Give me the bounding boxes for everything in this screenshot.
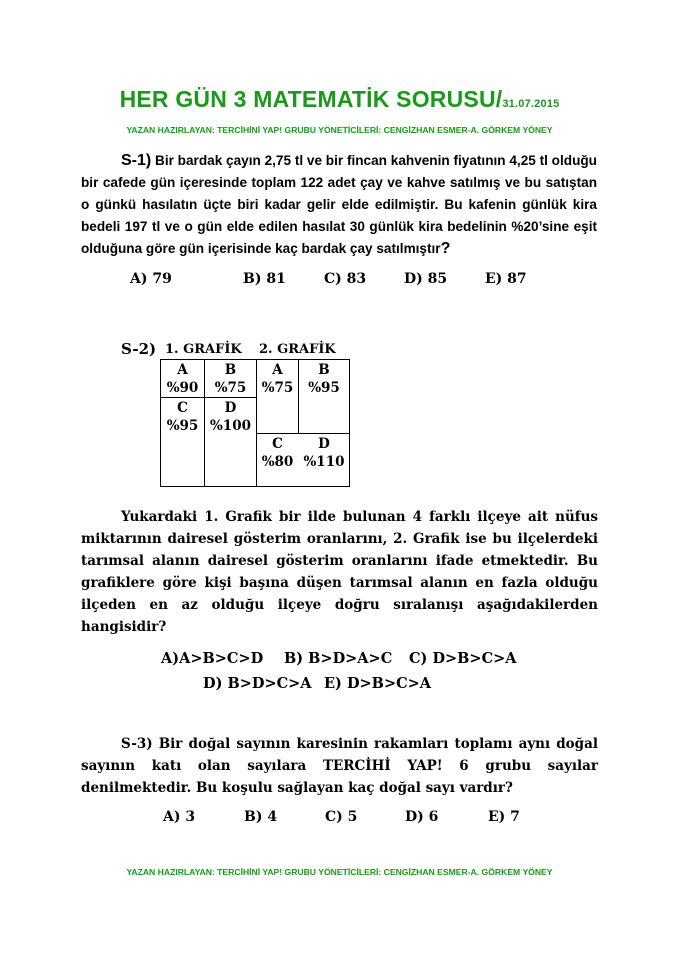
cell-name: A xyxy=(177,362,188,378)
graph-1-label: 1. GRAFİK xyxy=(165,342,242,357)
cell-value: %95 xyxy=(308,380,340,396)
cell-name: A xyxy=(272,362,283,378)
question-2-text xyxy=(81,506,598,638)
date: 31.07.2015 xyxy=(502,98,560,110)
option-a[interactable]: A) 3 xyxy=(163,809,196,825)
cell-name: C xyxy=(272,436,283,452)
graph-2-label: 2. GRAFİK xyxy=(259,342,336,357)
question-3-text-before: Bir doğal sayının karesinin rakamları toplamı aynı doğal sayının katı olan sayılara xyxy=(81,736,598,774)
divider xyxy=(161,397,256,398)
cell-value: %75 xyxy=(214,380,247,396)
option-c[interactable]: C) D>B>C>A xyxy=(409,650,517,667)
question-1-text: Bir bardak çayın 2,75 tl ve bir fincan kahvenin fiyatının 4,25 tl olduğu bir cafede gün içeresinde toplam 122 adet çay ve kahve satılmış ve bu satıştan o günkü hasılatın üçte biri kadar gelir elde edilmiştir. Bu kafenin günlük kira bedeli 197 tl ve o gün elde edilen hasılat 30 günlük kira bedelinin %20’sine eşit olduğuna göre gün içerisinde kaç bardak çay satılmıştır xyxy=(81,153,597,256)
page-title xyxy=(0,86,679,113)
cell-value: %75 xyxy=(261,380,294,396)
option-b[interactable]: B) 81 xyxy=(243,271,286,287)
question-2-number: S-2) xyxy=(121,340,157,358)
graph2-cell-a xyxy=(257,361,298,397)
option-b[interactable]: B) 4 xyxy=(244,809,278,825)
cell-value: %90 xyxy=(166,380,199,396)
divider xyxy=(256,433,349,434)
question-2-body: Yukardaki 1. Grafik bir ilde bulunan 4 farklı ilçeye ait nüfus miktarının dairesel gösterim oranlarını, 2. Grafik ise bu ilçelerdeki tarımsal alanın dairesel gösterim oranlarını ifade etmektedir. Bu grafiklere göre kişi başına düşen tarımsal alanın en fazla olduğu ilçeden en az olduğu ilçeye doğru sıralanışı aşağıdakilerden hangisidir? xyxy=(81,509,598,635)
graph2-cell-b xyxy=(299,361,349,397)
option-a[interactable]: A) 79 xyxy=(130,271,172,287)
question-1-number: S-1) xyxy=(121,152,152,169)
header-credit: YAZAN HAZIRLAYAN: TERCİHİNİ YAP! GRUBU YÖNETİCİLERİ: CENGİZHAN ESMER-A. GÖRKEM YÖNEY xyxy=(126,125,553,135)
graph1-cell-d xyxy=(205,399,256,435)
graph2-cell-d xyxy=(299,435,349,471)
footer-credit: YAZAN HAZIRLAYAN: TERCİHİNİ YAP! GRUBU YÖNETİCİLERİ: CENGİZHAN ESMER-A. GÖRKEM YÖNEY xyxy=(126,867,553,877)
cell-name: B xyxy=(318,362,330,378)
cell-name: B xyxy=(224,362,237,378)
cell-name: C xyxy=(177,400,188,416)
graph1-cell-a xyxy=(161,361,204,397)
option-d[interactable]: D) 6 xyxy=(405,809,439,825)
option-b[interactable]: B) B>D>A>C xyxy=(284,650,393,667)
title-text: HER GÜN 3 MATEMATİK SORUSU/ xyxy=(119,86,503,112)
graph-table xyxy=(160,359,350,487)
option-e[interactable]: E) D>B>C>A xyxy=(324,675,432,692)
option-e[interactable]: E) 87 xyxy=(485,271,527,287)
cell-name: D xyxy=(318,436,330,452)
option-d[interactable]: D) B>D>C>A xyxy=(203,675,312,692)
cell-value: %100 xyxy=(209,418,251,434)
question-3-group-name: TERCİHİ YAP! 6 xyxy=(322,758,469,774)
question-3-text-after: grubu sayılar denilmektedir. Bu koşulu sağlayan kaç doğal sayı vardır? xyxy=(81,758,598,796)
question-1-qmark: ? xyxy=(440,240,451,257)
cell-value: %110 xyxy=(303,454,345,470)
cell-value: %95 xyxy=(166,418,199,434)
option-d[interactable]: D) 85 xyxy=(404,271,448,287)
option-c[interactable]: C) 5 xyxy=(325,809,358,825)
cell-name: D xyxy=(224,400,237,416)
question-3-number: S-3) xyxy=(121,736,153,752)
graph1-cell-b xyxy=(205,361,256,397)
graph1-cell-c xyxy=(161,399,204,435)
option-e[interactable]: E) 7 xyxy=(488,809,520,825)
option-c[interactable]: C) 83 xyxy=(324,271,367,287)
question-3 xyxy=(81,733,598,799)
cell-value: %80 xyxy=(261,454,294,470)
question-1 xyxy=(81,150,597,260)
option-a[interactable]: A)A>B>C>D xyxy=(161,650,264,667)
graph2-cell-c xyxy=(257,435,298,471)
